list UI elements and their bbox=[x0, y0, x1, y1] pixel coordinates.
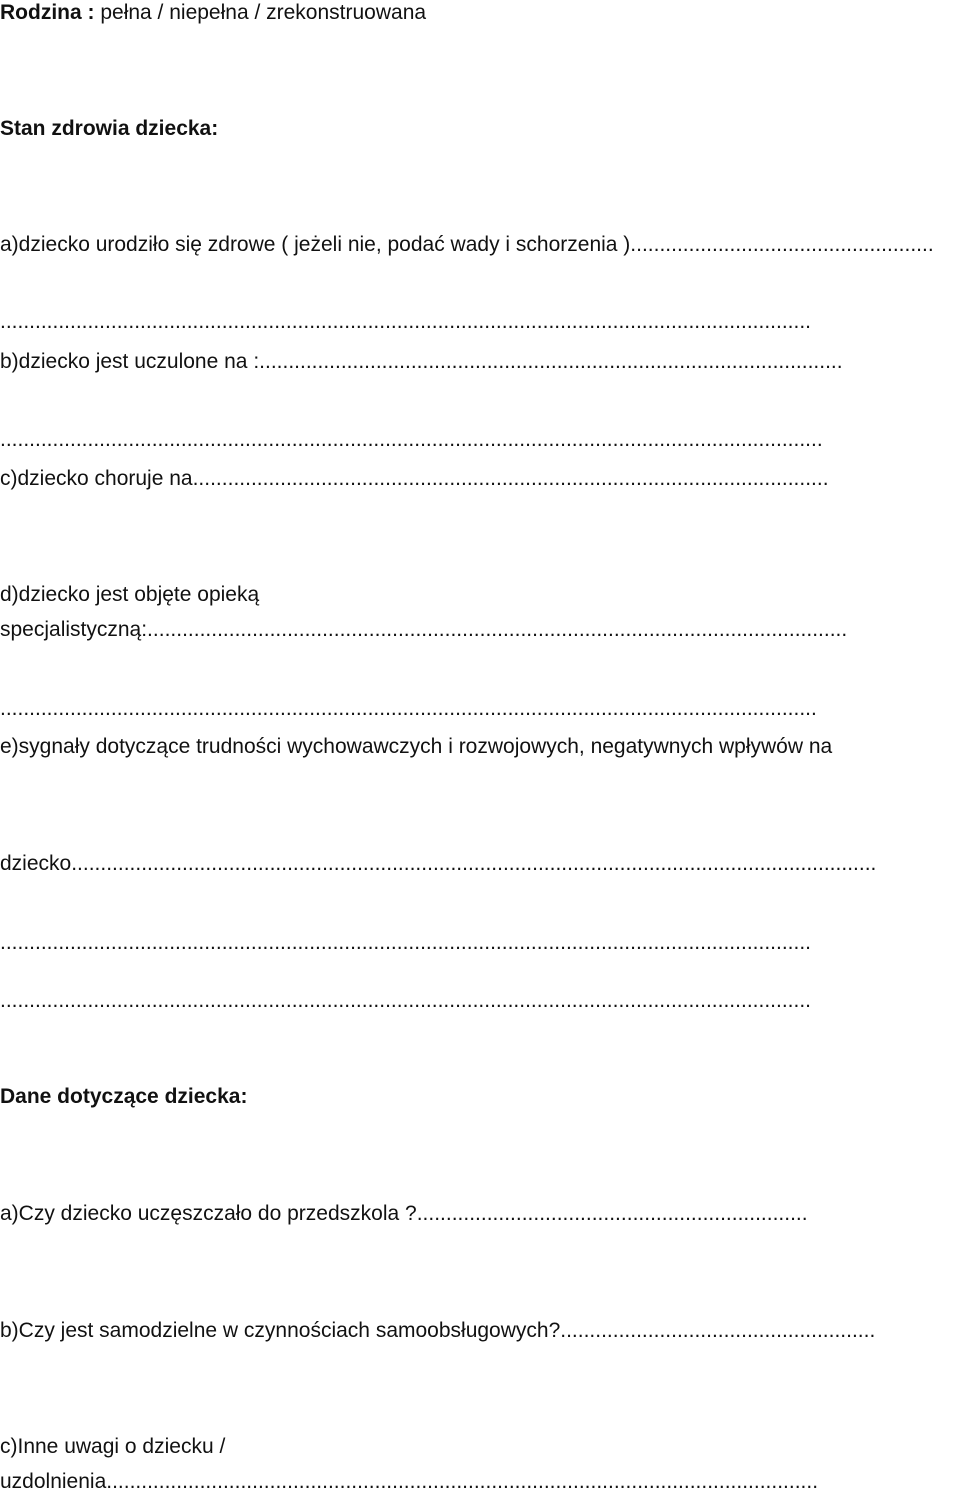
health-item-d-line2: specjalistyczną:........................................................................................................................ bbox=[0, 618, 848, 641]
health-item-e-continuation-2: ........................................................................................................................................... bbox=[0, 931, 811, 954]
health-item-c: c)dziecko choruje na............................................................................................................. bbox=[0, 467, 829, 490]
child-heading: Dane dotyczące dziecka: bbox=[0, 1085, 248, 1108]
health-item-e-continuation-3: ........................................................................................................................................... bbox=[0, 989, 811, 1012]
child-item-a: a)Czy dziecko uczęszczało do przedszkola ?................................................................... bbox=[0, 1202, 808, 1225]
child-item-c-line2: uzdolnienia.......................................................................................................................... bbox=[0, 1470, 819, 1493]
family-line bbox=[0, 0, 426, 26]
child-item-b: b)Czy jest samodzielne w czynnościach samoobsługowych?...................................................... bbox=[0, 1319, 876, 1342]
health-item-b-continuation: ............................................................................................................................................. bbox=[0, 428, 823, 451]
health-item-a-continuation: ........................................................................................................................................... bbox=[0, 310, 811, 333]
health-item-a: a)dziecko urodziło się zdrowe ( jeżeli nie, podać wady i schorzenia ).................................................... bbox=[0, 233, 934, 256]
health-item-e-continuation-1: dziecko.......................................................................................................................................... bbox=[0, 852, 877, 875]
child-item-c-line1: c)Inne uwagi o dziecku / bbox=[0, 1435, 226, 1458]
health-heading: Stan zdrowia dziecka: bbox=[0, 117, 219, 140]
family-options: pełna / niepełna / zrekonstruowana bbox=[100, 1, 427, 24]
health-item-e: e)sygnały dotyczące trudności wychowawczych i rozwojowych, negatywnych wpływów na bbox=[0, 735, 833, 758]
health-item-b: b)dziecko jest uczulone na :.................................................................................................... bbox=[0, 350, 843, 373]
health-item-d-line1: d)dziecko jest objęte opieką bbox=[0, 583, 260, 606]
family-label: Rodzina : bbox=[0, 1, 95, 24]
health-item-d-continuation: ............................................................................................................................................ bbox=[0, 697, 817, 720]
